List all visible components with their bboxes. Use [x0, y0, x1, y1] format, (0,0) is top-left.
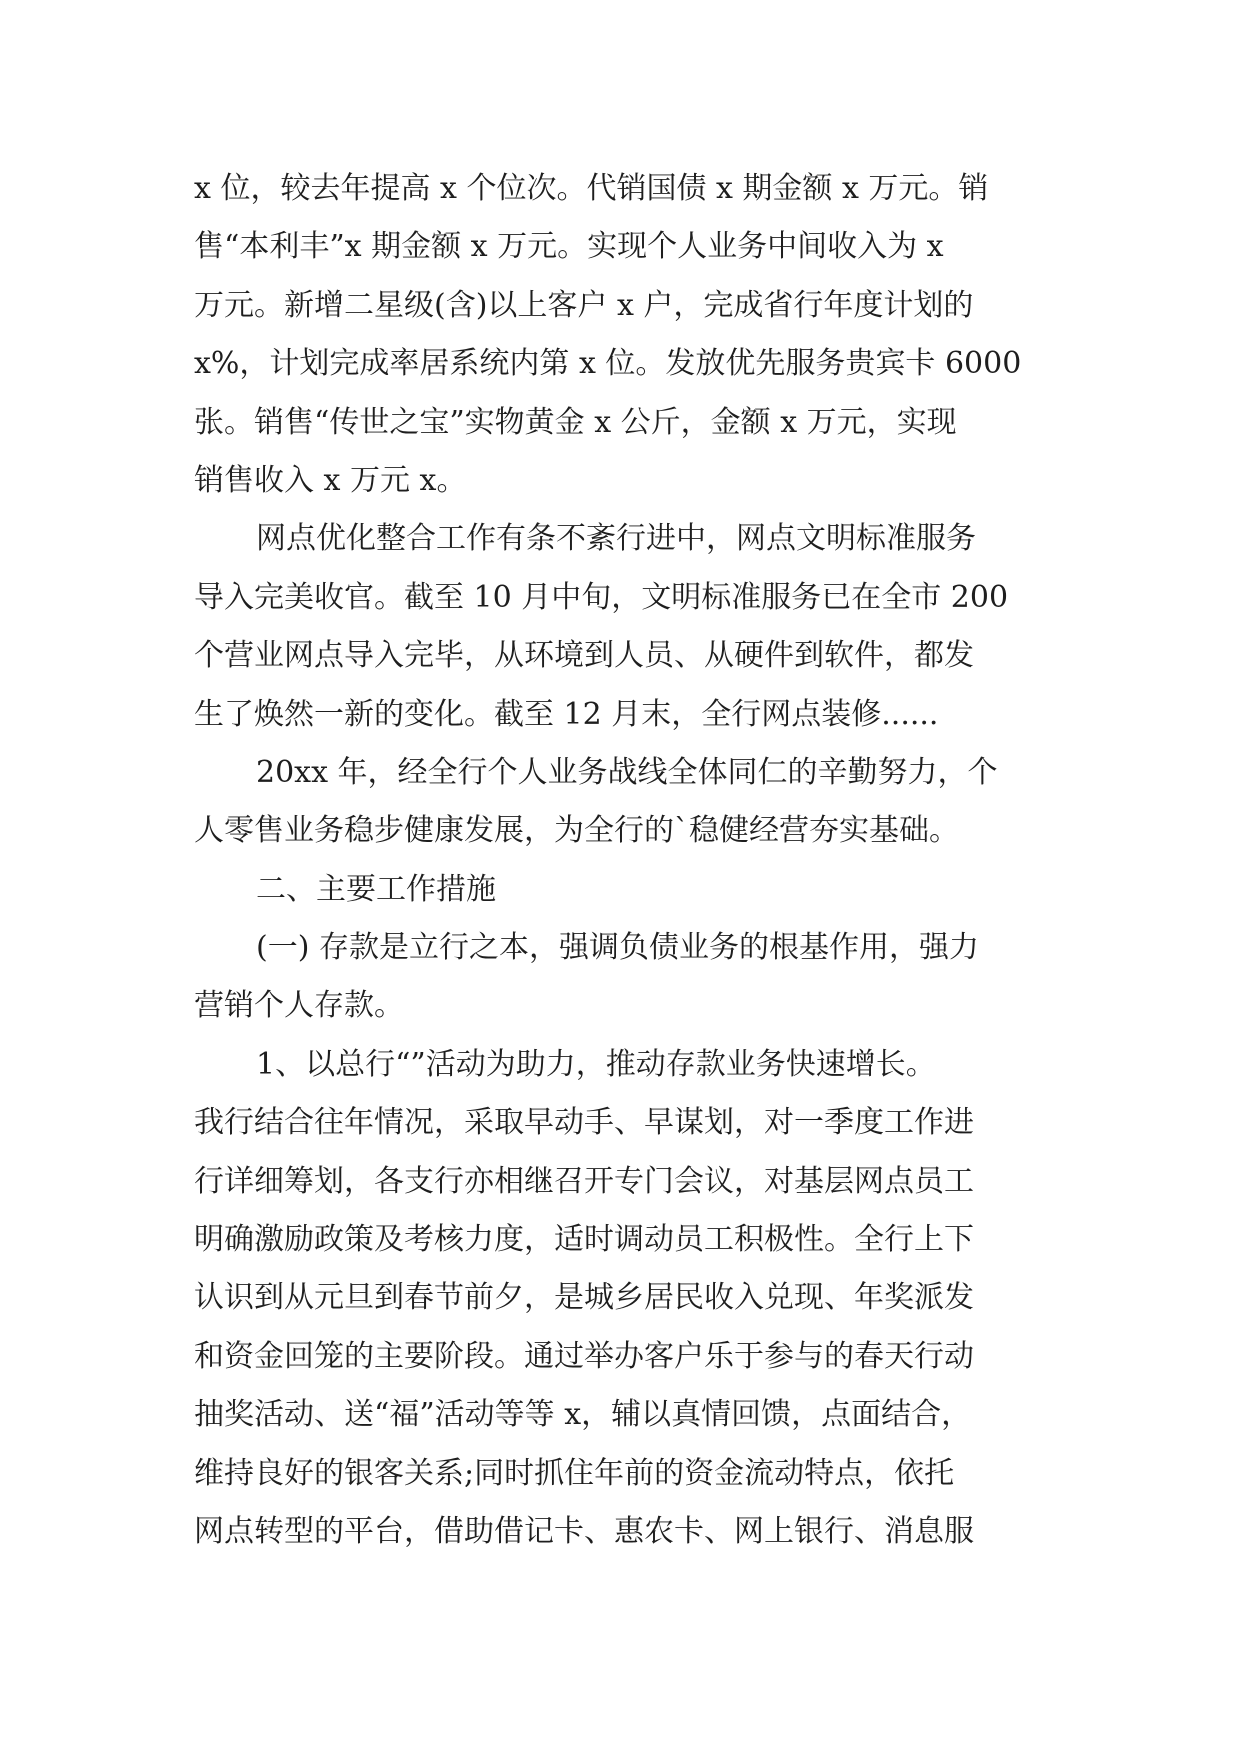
section-heading: 二、主要工作措施 [256, 871, 496, 907]
text-line: 售“本利丰”x 期金额 x 万元。实现个人业务中间收入为 x [194, 229, 944, 265]
text-line: 万元。新增二星级(含)以上客户 x 户，完成省行年度计划的 [194, 287, 974, 323]
text-line: 销售收入 x 万元 x。 [194, 462, 467, 498]
text-line: 和资金回笼的主要阶段。通过举办客户乐于参与的春天行动 [194, 1338, 974, 1374]
text-line: x 位，较去年提高 x 个位次。代销国债 x 期金额 x 万元。销 [194, 171, 989, 206]
text-line: 个营业网点导入完毕，从环境到人员、从硬件到软件，都发 [194, 638, 974, 674]
text-line: 抽奖活动、送“福”活动等等 x，辅以真情回馈，点面结合， [194, 1397, 972, 1433]
text-line: 张。销售“传世之宝”实物黄金 x 公斤，金额 x 万元，实现 [194, 404, 957, 440]
text-line: 认识到从元旦到春节前夕，是城乡居民收入兑现、年奖派发 [194, 1280, 974, 1316]
text-line: 维持良好的银客关系;同时抓住年前的资金流动特点，依托 [194, 1455, 955, 1491]
text-line: 网点转型的平台，借助借记卡、惠农卡、网上银行、消息服 [194, 1513, 974, 1549]
paragraph-first-line: 网点优化整合工作有条不紊行进中，网点文明标准服务 [256, 521, 976, 557]
document-body [194, 160, 1074, 1561]
paragraph-first-line: 1、以总行“”活动为助力，推动存款业务快速增长。 [256, 1046, 936, 1082]
text-line: 明确激励政策及考核力度，适时调动员工积极性。全行上下 [194, 1222, 974, 1258]
subsection-heading: (一) 存款是立行之本，强调负债业务的根基作用，强力 [256, 930, 979, 966]
text-line: 人零售业务稳步健康发展，为全行的`稳健经营夯实基础。 [194, 813, 959, 849]
text-line: 导入完美收官。截至 10 月中旬，文明标准服务已在全市 200 [194, 579, 1009, 615]
paragraph-first-line: 20xx 年，经全行个人业务战线全体同仁的辛勤努力，个 [256, 754, 998, 790]
text-line: 生了焕然一新的变化。截至 12 月末，全行网点装修...... [194, 696, 939, 732]
text-line: 行详细筹划，各支行亦相继召开专门会议，对基层网点员工 [194, 1163, 974, 1199]
text-line: x%，计划完成率居系统内第 x 位。发放优先服务贵宾卡 6000 [194, 346, 1022, 382]
text-line: 我行结合往年情况，采取早动手、早谋划，对一季度工作进 [194, 1105, 974, 1141]
text-line: 营销个人存款。 [194, 988, 404, 1024]
